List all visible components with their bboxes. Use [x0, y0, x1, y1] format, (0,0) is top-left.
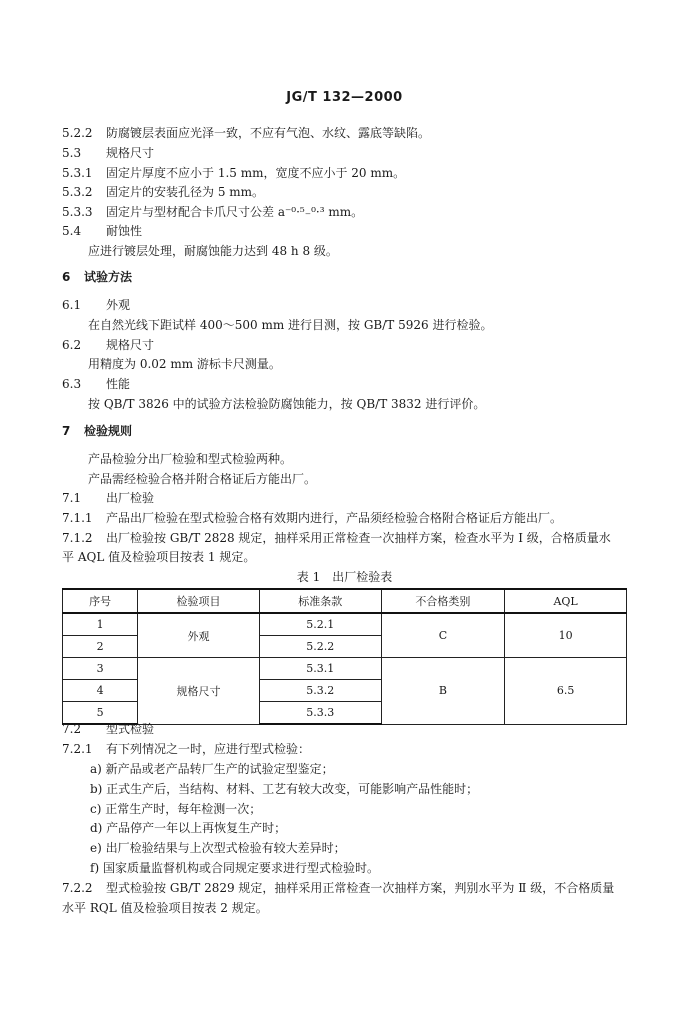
list-item-text: c) 正常生产时，每年检测一次； — [90, 802, 262, 816]
list-item-a — [90, 761, 334, 777]
header-cell-std: 标准条款 — [259, 589, 381, 613]
table-1 — [62, 588, 627, 725]
clause-text: 固定片与型材配合卡爪尺寸公差 a⁻⁰·⁵₋⁰·³ mm。 — [106, 205, 364, 219]
cell-class: C — [381, 613, 505, 658]
clause-5-3-3 — [62, 204, 363, 220]
clause-text: 平 AQL 值及检验项目按表 1 规定。 — [62, 550, 256, 564]
header-cell-class: 不合格类别 — [381, 589, 505, 613]
clause-number: 6 — [62, 270, 71, 284]
clause-6-3-body — [88, 396, 485, 412]
clause-text: 检验规则 — [84, 424, 133, 438]
page-header-code: JG/T 132—2000 — [286, 90, 403, 105]
clause-7-1-2 — [62, 530, 611, 546]
clause-6-3 — [62, 376, 130, 392]
list-item-text: f) 国家质量监督机构或合同规定要求进行型式检验时。 — [90, 861, 379, 875]
clause-number: 6.2 — [62, 338, 82, 352]
section-7-body-1 — [88, 451, 292, 467]
clause-7-2-2-cont — [62, 900, 268, 916]
clause-text: 产品检验分出厂检验和型式检验两种。 — [88, 452, 293, 466]
clause-7-2 — [62, 721, 154, 737]
clause-text: 出厂检验 — [106, 491, 155, 505]
cell-aql: 6.5 — [505, 658, 627, 725]
header-cell-item: 检验项目 — [138, 589, 260, 613]
list-item-text: a) 新产品或老产品转厂生产的试验定型鉴定； — [90, 762, 334, 776]
clause-number: 7 — [62, 424, 71, 438]
clause-number: 5.3.2 — [62, 185, 93, 199]
cell-no: 4 — [63, 680, 138, 702]
clause-5-3 — [62, 145, 154, 161]
clause-text: 有下列情况之一时，应进行型式检验： — [106, 742, 311, 756]
list-item-e — [90, 840, 346, 856]
clause-number: 6.3 — [62, 377, 82, 391]
clause-text: 固定片厚度不应小于 1.5 mm，宽度不应小于 20 mm。 — [106, 166, 406, 180]
clause-number: 7.2.2 — [62, 881, 93, 895]
clause-5-3-2 — [62, 184, 264, 200]
clause-text: 耐蚀性 — [106, 224, 143, 238]
table-row — [63, 658, 627, 680]
cell-std: 5.2.2 — [259, 636, 381, 658]
clause-5-4 — [62, 223, 142, 239]
clause-text: 在自然光线下距试样 400～500 mm 进行目测，按 GB/T 5926 进行检验。 — [88, 318, 493, 332]
cell-class: B — [381, 658, 505, 725]
clause-6-2 — [62, 337, 154, 353]
clause-text: 产品需经检验合格并附合格证后方能出厂。 — [88, 472, 317, 486]
clause-text: 按 QB/T 3826 中的试验方法检验防腐蚀能力，按 QB/T 3832 进行评价。 — [88, 397, 486, 411]
clause-text: 型式检验按 GB/T 2829 规定，抽样采用正常检查一次抽样方案，判别水平为 Ⅱ 级，不合格质量 — [106, 881, 615, 895]
clause-number: 6.1 — [62, 298, 82, 312]
list-item-b — [90, 781, 478, 797]
clause-7-2-1 — [62, 741, 310, 757]
clause-text: 水平 RQL 值及检验项目按表 2 规定。 — [62, 901, 268, 915]
table-header-row — [63, 589, 627, 613]
clause-text: 防腐镀层表面应光泽一致，不应有气泡、水纹、露底等缺陷。 — [106, 126, 431, 140]
cell-item: 外观 — [138, 613, 260, 658]
clause-number: 7.1 — [62, 491, 82, 505]
clause-text: 出厂检验按 GB/T 2828 规定，抽样采用正常检查一次抽样方案，检查水平为 Ⅰ 级，合格质量水 — [106, 531, 611, 545]
cell-std: 5.3.1 — [259, 658, 381, 680]
clause-number: 5.3.1 — [62, 166, 93, 180]
section-7-heading — [62, 423, 132, 439]
clause-number: 7.1.2 — [62, 531, 93, 545]
clause-text: 型式检验 — [106, 722, 155, 736]
cell-item: 规格尺寸 — [138, 658, 260, 725]
clause-6-1-body — [88, 317, 492, 333]
list-item-d — [90, 820, 286, 836]
clause-text: 应进行镀层处理，耐腐蚀能力达到 48 h 8 级。 — [88, 244, 338, 258]
cell-std: 5.3.3 — [259, 702, 381, 725]
clause-number: 7.1.1 — [62, 511, 93, 525]
clause-6-2-body — [88, 356, 281, 372]
clause-text: 用精度为 0.02 mm 游标卡尺测量。 — [88, 357, 281, 371]
clause-7-1 — [62, 490, 154, 506]
header-cell-aql: AQL — [505, 589, 627, 613]
clause-text: 试验方法 — [84, 270, 133, 284]
cell-no: 2 — [63, 636, 138, 658]
clause-text: 产品出厂检验在型式检验合格有效期内进行，产品须经检验合格附合格证后方能出厂。 — [106, 511, 563, 525]
clause-text: 固定片的安装孔径为 5 mm。 — [106, 185, 265, 199]
cell-std: 5.2.1 — [259, 613, 381, 636]
section-7-body-2 — [88, 471, 316, 487]
table-1-caption: 表 1 出厂检验表 — [296, 570, 393, 584]
clause-text: 外观 — [106, 298, 131, 312]
list-item-text: e) 出厂检验结果与上次型式检验有较大差异时； — [90, 841, 346, 855]
clause-number: 5.3.3 — [62, 205, 93, 219]
cell-no: 1 — [63, 613, 138, 636]
header-cell-no: 序号 — [63, 589, 138, 613]
table-row — [63, 613, 627, 636]
clause-7-2-2 — [62, 880, 614, 896]
section-6-heading — [62, 269, 132, 285]
clause-number: 7.2 — [62, 722, 82, 736]
clause-number: 5.2.2 — [62, 126, 93, 140]
list-item-f — [90, 860, 379, 876]
clause-7-1-1 — [62, 510, 562, 526]
clause-number: 5.3 — [62, 146, 82, 160]
clause-7-1-2-cont — [62, 549, 255, 565]
clause-5-2-2 — [62, 125, 430, 141]
cell-no: 5 — [63, 702, 138, 725]
list-item-c — [90, 801, 261, 817]
clause-number: 7.2.1 — [62, 742, 93, 756]
clause-5-4-body — [88, 243, 338, 259]
clause-text: 性能 — [106, 377, 131, 391]
clause-5-3-1 — [62, 165, 405, 181]
cell-aql: 10 — [505, 613, 627, 658]
cell-no: 3 — [63, 658, 138, 680]
clause-6-1 — [62, 297, 130, 313]
list-item-text: b) 正式生产后，当结构、材料、工艺有较大改变，可能影响产品性能时； — [90, 782, 479, 796]
list-item-text: d) 产品停产一年以上再恢复生产时； — [90, 821, 287, 835]
clause-text: 规格尺寸 — [106, 338, 155, 352]
clause-number: 5.4 — [62, 224, 82, 238]
cell-std: 5.3.2 — [259, 680, 381, 702]
clause-text: 规格尺寸 — [106, 146, 155, 160]
